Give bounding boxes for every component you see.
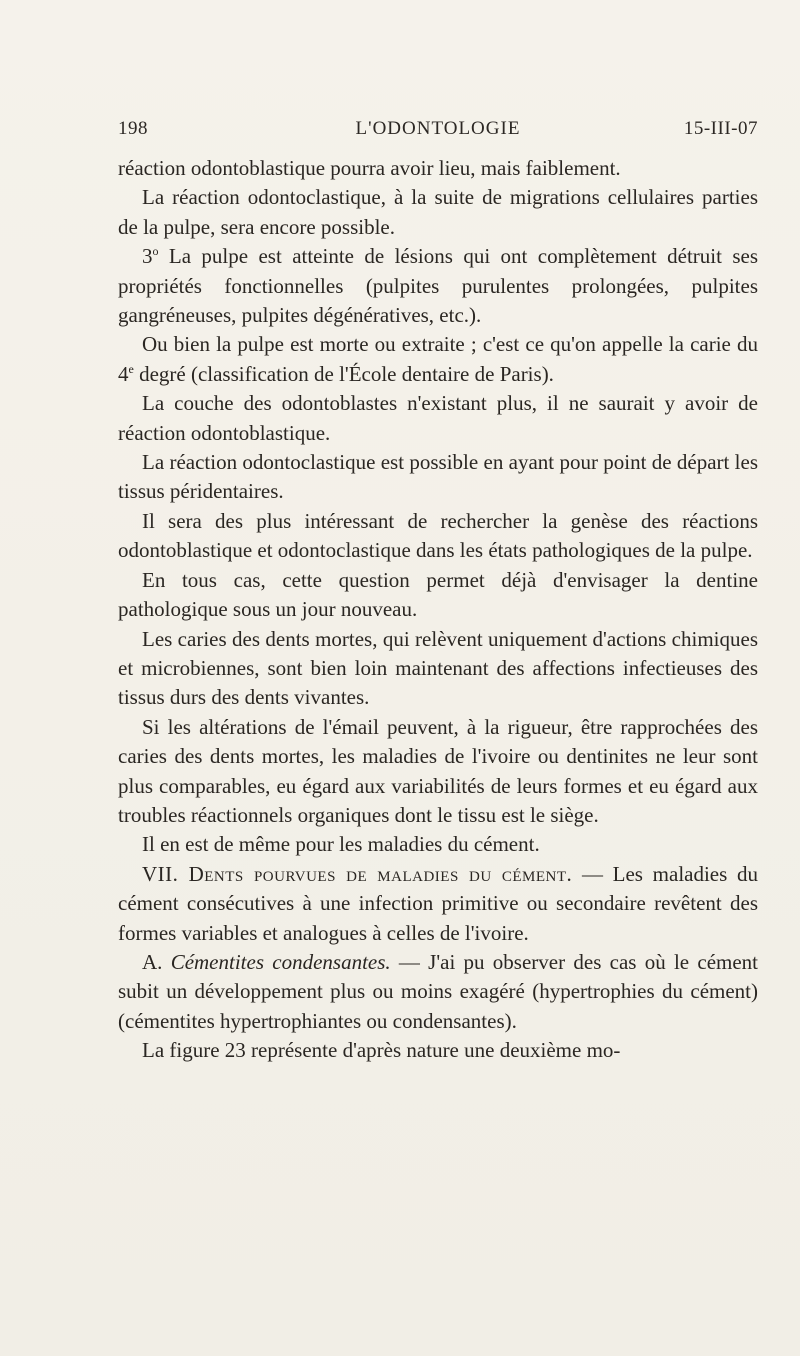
page-number: 198 bbox=[118, 118, 148, 139]
paragraph-4-text-a: Ou bien la pulpe est morte ou extraite ; c'est ce qu'on appelle la carie du 4 bbox=[118, 332, 758, 386]
subsection-label: A. bbox=[142, 949, 171, 974]
paragraph-11: Il en est de même pour les maladies du cément. bbox=[142, 832, 540, 857]
paragraph-7: Il sera des plus intéressant de rechercher la genèse des réactions odontoblastique et odontoclastique dans les états pathologiques de la pulpe. bbox=[118, 508, 758, 563]
paragraph-14: La figure 23 représente d'après nature une deuxième mo- bbox=[142, 1038, 621, 1063]
paragraph-8: En tous cas, cette question permet déjà d'envisager la dentine pathologique sous un jour nouveau. bbox=[118, 567, 758, 622]
item-number-sup: o bbox=[152, 244, 159, 259]
paragraph-4-text-b: degré (classification de l'École dentaire de Paris). bbox=[133, 361, 554, 386]
paragraph-5: La couche des odontoblastes n'existant plus, il ne saurait y avoir de réaction odontoblastique. bbox=[118, 391, 758, 445]
paragraph-10: Si les altérations de l'émail peuvent, à la rigueur, être rapprochées des caries des dents mortes, les maladies de l'ivoire ou dentinites ne leur sont plus comparables, eu égard aux variabilités de leurs formes et eu égard aux troubles réactionnels organiques dont le tissu est le siège. bbox=[118, 714, 758, 827]
paragraph-2: La réaction odontoclastique, à la suite de migrations cellulaires parties de la pulpe, sera encore possible. bbox=[118, 185, 758, 239]
subsection-heading: Cémentites condensantes. bbox=[170, 949, 391, 974]
paragraph-1: réaction odontoblastique pourra avoir lieu, mais faiblement. bbox=[118, 156, 621, 180]
paragraph-3 bbox=[118, 242, 758, 330]
degree-sup: e bbox=[128, 361, 134, 376]
journal-title: L'ODONTOLOGIE bbox=[355, 118, 521, 139]
body-text bbox=[118, 154, 758, 1066]
paragraph-12 bbox=[118, 860, 758, 948]
paragraph-9: Les caries des dents mortes, qui relèvent uniquement d'actions chimiques et microbiennes, sont bien loin maintenant des affections infectieuses des tissus durs des dents vivantes. bbox=[118, 626, 758, 710]
paragraph-12-text: — Les maladies du cément consécutives à une infection primitive ou secondaire revêtent des formes variables et analogues à celles de l'ivoire. bbox=[118, 861, 758, 945]
running-header bbox=[118, 118, 758, 144]
section-heading: VII. Dents pourvues de maladies du cément. bbox=[142, 861, 573, 886]
paragraph-4 bbox=[118, 330, 758, 389]
item-number: 3 bbox=[142, 244, 153, 269]
paragraph-13-text: — J'ai pu observer des cas où le cément subit un développement plus ou moins exagéré (hypertrophies du cément) (cémentites hypertrophiantes ou condensantes). bbox=[118, 949, 759, 1033]
issue-date: 15-III-07 bbox=[683, 118, 758, 139]
paragraph-3-text: La pulpe est atteinte de lésions qui ont complètement détruit ses propriétés fonctionnelles (pulpites purulentes prolongées, pulpites gangréneuses, pulpites dégénératives, etc.). bbox=[118, 244, 758, 328]
paragraph-13 bbox=[118, 948, 758, 1036]
paragraph-6: La réaction odontoclastique est possible en ayant pour point de départ les tissus péridentaires. bbox=[118, 450, 758, 504]
